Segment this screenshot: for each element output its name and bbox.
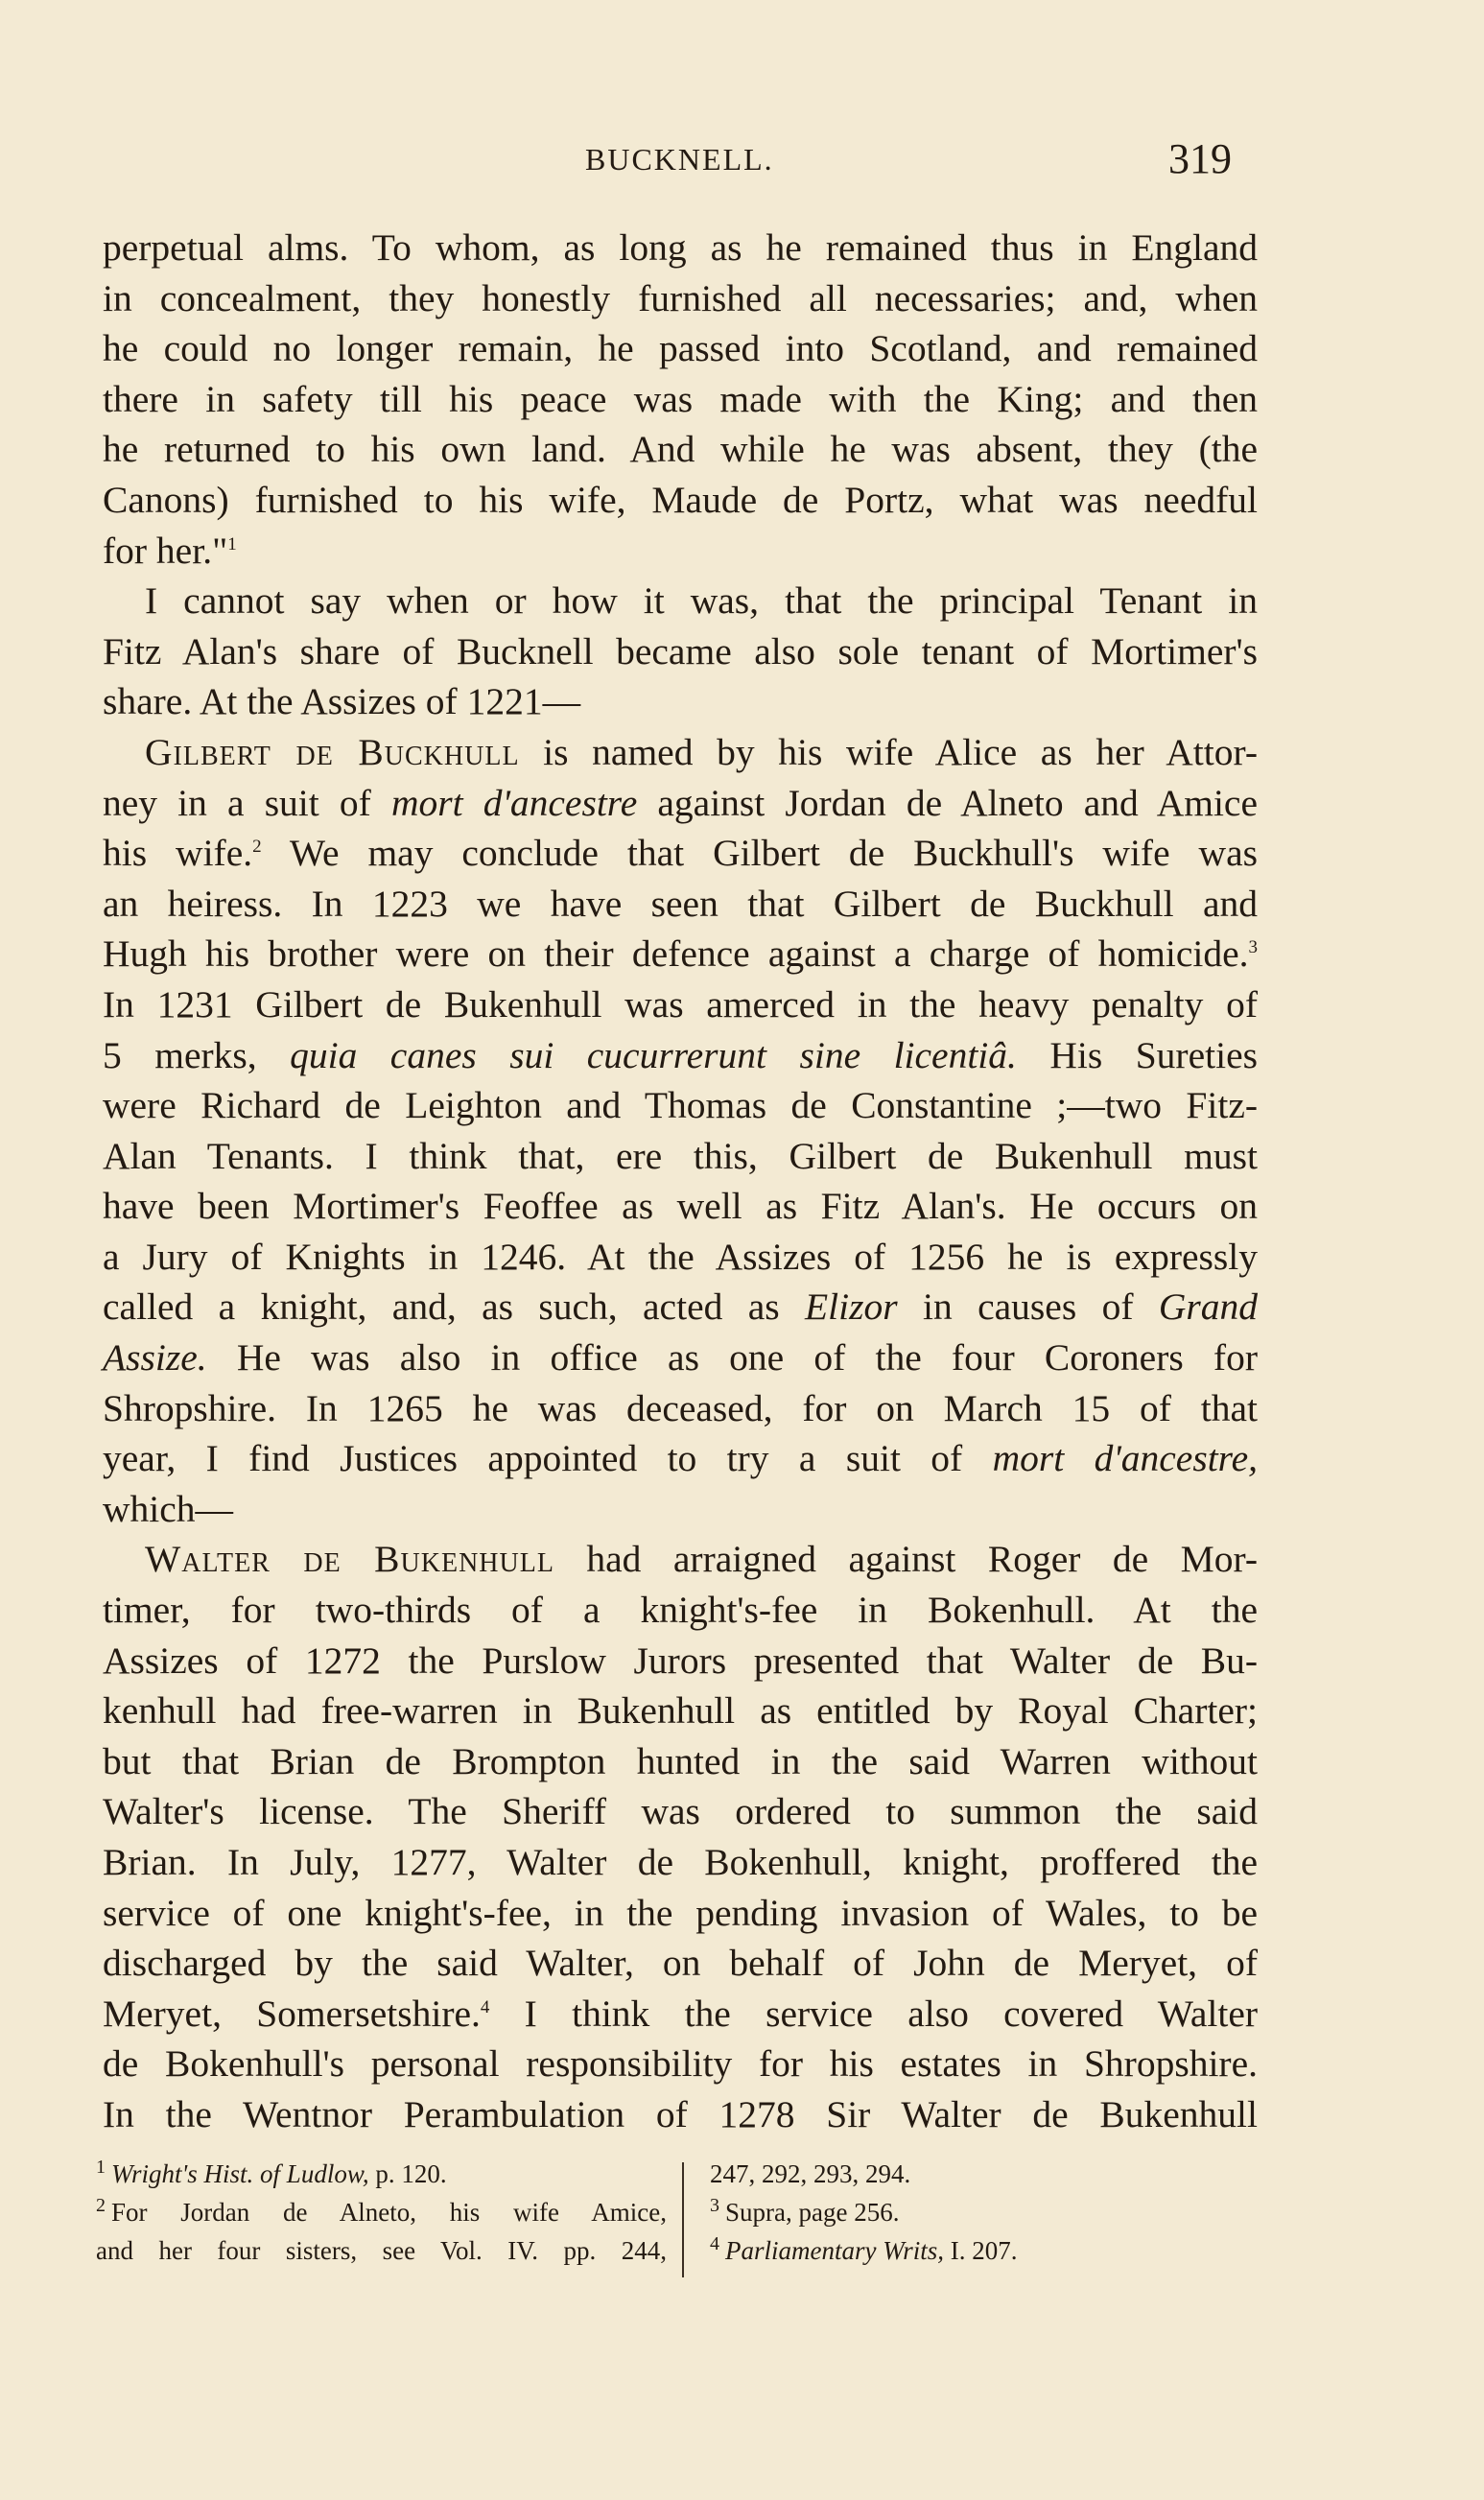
page-number: 319 (1168, 135, 1232, 182)
line-text: had arraigned against Roger de Mor- (554, 1538, 1258, 1581)
line-text: his wife. (103, 832, 253, 875)
footnote-line (96, 2155, 667, 2193)
text-line (103, 1534, 1258, 1585)
line-text: is named by his wife Alice as her Attor- (519, 730, 1258, 773)
text-line (103, 828, 1258, 879)
footnotes (96, 2155, 1266, 2289)
text-line (103, 576, 1258, 626)
italic-text: quia canes sui cucurrerunt sine licentiâ. (290, 1033, 1017, 1076)
text-line (103, 273, 1258, 324)
line-text: I cannot say when or how it was, that the principal Tenant in (145, 579, 1258, 623)
text-line (103, 676, 1258, 727)
text-line (103, 879, 1258, 930)
text-line (103, 1585, 1258, 1636)
text-line (103, 223, 1258, 273)
line-text: I think the service also covered Walter (489, 1992, 1259, 2035)
line-text: in concealment, they honestly furnished all necessaries; and, when (103, 276, 1258, 319)
italic-text: Parliamentary Writs, (725, 2236, 944, 2265)
text-line (103, 1030, 1258, 1081)
text-line (103, 1636, 1258, 1686)
line-text: called a knight, and, as such, acted as (103, 1285, 806, 1329)
line-text: timer, for two-thirds of a knight's-fee in Bokenhull. At the (103, 1589, 1258, 1632)
text-line (103, 1938, 1258, 1989)
line-text: against Jordan de Alneto and Amice (637, 781, 1258, 824)
small-caps-name: Gilbert de Buckhull (145, 730, 520, 773)
text-line (103, 1232, 1258, 1283)
line-text: Alan Tenants. I think that, ere this, Gilbert de Bukenhull must (103, 1134, 1258, 1177)
page-header (0, 134, 1484, 192)
footnote-line (710, 2231, 1266, 2270)
running-title: BUCKNELL. (585, 142, 774, 177)
line-text: Fitz Alan's share of Bucknell became also sole tenant of Mortimer's (103, 629, 1258, 672)
footnote-line (96, 2231, 667, 2270)
line-text: 5 merks, (103, 1033, 291, 1076)
line-text: Canons) furnished to his wife, Maude de Portz, what was needful (103, 478, 1258, 521)
line-text: but that Brian de Brompton hunted in the said Warren without (103, 1739, 1258, 1782)
text-line (103, 1333, 1258, 1383)
line-text: perpetual alms. To whom, as long as he remained thus in England (103, 226, 1258, 269)
footnote-number: 4 (710, 2233, 719, 2254)
italic-text: Elizor (805, 1285, 898, 1329)
line-text: Walter's license. The Sheriff was ordered to summon the said (103, 1790, 1258, 1833)
text-line (103, 374, 1258, 425)
line-text: ney in a suit of (103, 781, 391, 824)
text-line (103, 1383, 1258, 1434)
text-line (103, 1837, 1258, 1888)
footnotes-left-column (96, 2155, 667, 2270)
line-text: he returned to his own land. And while he was absent, they (the (103, 428, 1258, 471)
text-line (103, 526, 1258, 577)
text-line (103, 424, 1258, 475)
footnotes-right-column (710, 2155, 1266, 2270)
text-line (103, 1181, 1258, 1232)
line-text: In 1231 Gilbert de Bukenhull was amerced in the heavy penalty of (103, 982, 1258, 1026)
line-text: in causes of (897, 1285, 1159, 1329)
footnote-ref: 2 (252, 836, 262, 857)
line-text: kenhull had free-warren in Bukenhull as entitled by Royal Charter; (103, 1689, 1258, 1733)
text-line (103, 979, 1258, 1030)
footnote-number: 3 (710, 2195, 719, 2216)
footnote-text: p. 120. (368, 2159, 447, 2188)
text-line (103, 1080, 1258, 1131)
text-line (103, 929, 1258, 979)
line-text: Hugh his brother were on their defence against a charge of homicide. (103, 932, 1249, 976)
text-line (103, 1888, 1258, 1939)
italic-text: Wright's Hist. of Ludlow, (111, 2159, 369, 2188)
line-text: which— (103, 1487, 234, 1530)
line-text: there in safety till his peace was made with the King; and then (103, 377, 1258, 420)
line-text: Shropshire. In 1265 he was deceased, for on March 15 of that (103, 1386, 1258, 1429)
italic-text: Assize. (103, 1336, 207, 1380)
text-line (103, 1433, 1258, 1484)
text-line (103, 1786, 1258, 1837)
text-line (103, 727, 1258, 778)
footnote-text: I. 207. (944, 2236, 1018, 2265)
footnote-text: Supra, page 256. (725, 2198, 900, 2227)
text-line (103, 1131, 1258, 1182)
footnote-ref: 3 (1248, 937, 1258, 958)
line-text: Meryet, Somersetshire. (103, 1992, 481, 2035)
line-text: have been Mortimer's Feoffee as well as Fitz Alan's. He occurs on (103, 1185, 1258, 1228)
footnote-text: and her four sisters, see Vol. IV. pp. 244, (96, 2236, 667, 2265)
body-text (103, 223, 1258, 2140)
text-line (103, 626, 1258, 677)
line-text: de Bokenhull's personal responsibility for his estates in Shropshire. (103, 2042, 1258, 2086)
italic-text: mort d'ancestre, (992, 1437, 1258, 1480)
footnote-divider (682, 2162, 684, 2277)
line-text: he could no longer remain, he passed into Scotland, and remained (103, 327, 1258, 370)
line-text: were Richard de Leighton and Thomas de Constantine ;—two Fitz- (103, 1084, 1258, 1127)
line-text: Brian. In July, 1277, Walter de Bokenhull, knight, proffered the (103, 1841, 1258, 1883)
text-line (103, 1736, 1258, 1787)
footnote-line (710, 2193, 1266, 2231)
line-text: discharged by the said Walter, on behalf of John de Meryet, of (103, 1942, 1258, 1985)
line-text: share. At the Assizes of 1221— (103, 680, 581, 723)
text-line (103, 1484, 1258, 1535)
text-line (103, 1989, 1258, 2040)
line-text: an heiress. In 1223 we have seen that Gilbert de Buckhull and (103, 882, 1258, 925)
line-text: In the Wentnor Perambulation of 1278 Sir Walter de Bukenhull (103, 2092, 1258, 2135)
footnote-line (710, 2155, 1266, 2193)
line-text: for her." (103, 529, 228, 572)
text-line (103, 1686, 1258, 1736)
footnote-line (96, 2193, 667, 2231)
text-line (103, 1282, 1258, 1333)
text-line (103, 2039, 1258, 2089)
footnote-ref: 1 (227, 533, 237, 554)
line-text: service of one knight's-fee, in the pending invasion of Wales, to be (103, 1891, 1258, 1934)
line-text: We may conclude that Gilbert de Buckhull's wife was (261, 832, 1258, 875)
footnote-number: 2 (96, 2195, 106, 2216)
line-text: His Sureties (1016, 1033, 1258, 1076)
footnote-ref: 4 (480, 1996, 490, 2017)
text-line (103, 778, 1258, 829)
footnote-number: 1 (96, 2157, 106, 2178)
footnote-text: 247, 292, 293, 294. (710, 2159, 911, 2188)
text-line (103, 323, 1258, 374)
text-line (103, 2089, 1258, 2140)
small-caps-name: Walter de Bukenhull (145, 1538, 554, 1581)
italic-text: mort d'ancestre (390, 781, 638, 824)
line-text: He was also in office as one of the four Coroners for (206, 1336, 1258, 1380)
italic-text: Grand (1158, 1285, 1259, 1329)
line-text: year, I find Justices appointed to try a suit of (103, 1437, 993, 1480)
line-text: a Jury of Knights in 1246. At the Assizes of 1256 he is expressly (103, 1235, 1258, 1278)
text-line (103, 475, 1258, 526)
line-text: Assizes of 1272 the Purslow Jurors presented that Walter de Bu- (103, 1639, 1258, 1682)
footnote-text: For Jordan de Alneto, his wife Amice, (111, 2198, 667, 2227)
